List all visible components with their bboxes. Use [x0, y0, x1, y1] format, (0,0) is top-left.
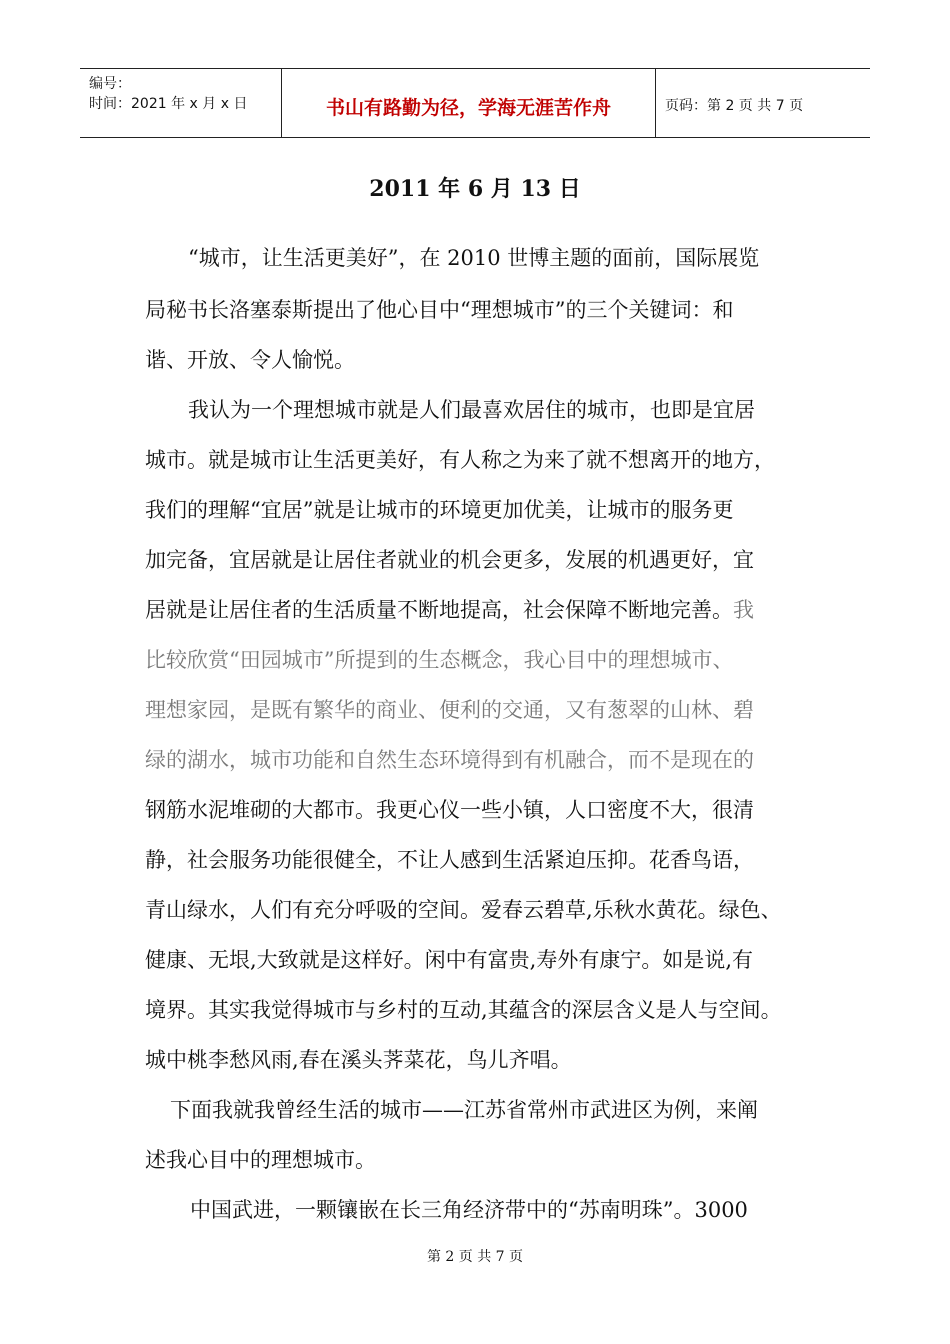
text-line: 城市。就是城市让生活更美好，有人称之为来了就不想离开的地方，: [145, 448, 775, 472]
text-line: 中国武进，一颗镶嵌在长三角经济带中的“苏南明珠”。3000: [190, 1198, 748, 1222]
text-span: 居就是让居住者的生活质量不断地提高，社会保障不断地完善。: [145, 598, 733, 622]
text-line: 比较欣赏“田园城市”所提到的生态概念，我心目中的理想城市、: [145, 648, 734, 672]
page-footer: 第 2 页 共 7 页: [426, 1249, 524, 1265]
text-line: 我们的理解“宜居”就是让城市的环境更加优美，让城市的服务更: [145, 498, 734, 522]
text-line: 境界。其实我觉得城市与乡村的互动,其蕴含的深层含义是人与空间。: [145, 998, 782, 1022]
text-line: 理想家园，是既有繁华的商业、便利的交通，又有葱翠的山林、碧: [145, 698, 754, 722]
text-line: 局秘书长洛塞泰斯提出了他心目中“理想城市”的三个关键词：和: [145, 298, 734, 322]
text-line: 静，社会服务功能很健全，不让人感到生活紧迫压抑。花香鸟语，: [145, 848, 754, 872]
text-line: 健康、无垠,大致就是这样好。闲中有富贵,寿外有康宁。如是说,有: [145, 948, 754, 972]
text-line: 绿的湖水，城市功能和自然生态环境得到有机融合，而不是现在的: [145, 748, 754, 772]
text-line: 谐、开放、令人愉悦。: [145, 348, 355, 372]
header-motto-cell: [282, 69, 656, 137]
text-line: 下面我就我曾经生活的城市——江苏省常州市武进区为例，来阐: [170, 1098, 758, 1122]
text-line: 加完备，宜居就是让居住者就业的机会更多，发展的机遇更好，宜: [145, 548, 754, 572]
text-line: 钢筋水泥堆砌的大都市。我更心仪一些小镇，人口密度不大，很清: [145, 798, 754, 822]
text-line: “城市，让生活更美好”，在 2010 世博主题的面前，国际展览: [188, 246, 760, 270]
header-table: [80, 68, 870, 138]
text-line: [145, 597, 754, 623]
text-line: 青山绿水，人们有充分呼吸的空间。爱春云碧草,乐秋水黄花。绿色、: [145, 898, 782, 922]
document-title: 2011 年 6 月 13 日: [369, 176, 581, 202]
time-label: 时间：2021 年 x 月 x 日: [89, 96, 248, 112]
text-line: 述我心目中的理想城市。: [145, 1148, 376, 1172]
page-code: 页码：第 2 页 共 7 页: [665, 98, 804, 114]
header-page-cell: [656, 69, 870, 137]
text-span-gray: 我: [733, 598, 754, 622]
header-info-cell: [80, 69, 282, 137]
text-line: 我认为一个理想城市就是人们最喜欢居住的城市，也即是宜居: [188, 398, 755, 422]
motto: 书山有路勤为径，学海无涯苦作舟: [325, 97, 611, 119]
text-line: 城中桃李愁风雨,春在溪头荠菜花，鸟儿齐唱。: [145, 1048, 572, 1072]
number-label: 编号：: [89, 76, 131, 92]
